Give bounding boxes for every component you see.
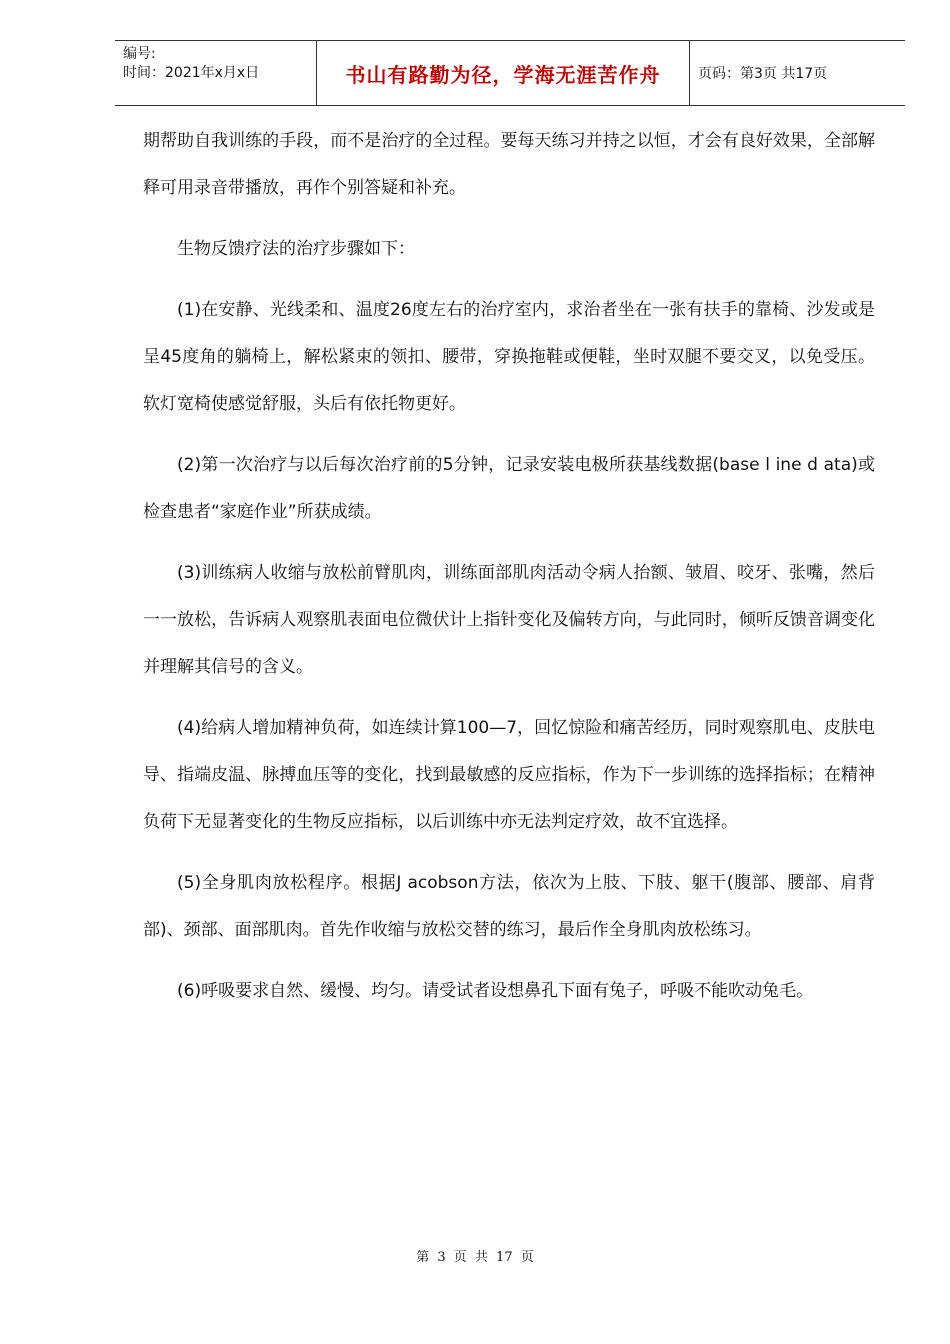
document-time-label: 时间：2021年x月x日	[123, 65, 260, 81]
paragraph-continuation: 期帮助自我训练的手段，而不是治疗的全过程。要每天练习并持之以恒，才会有良好效果，全部解释可用录音带播放，再作个别答疑和补充。	[143, 131, 875, 198]
page-footer: 第 3 页 共 17 页	[416, 1250, 534, 1265]
header-page-info: 页码：第3页 共17页	[698, 66, 828, 82]
header-meta	[115, 41, 316, 105]
paragraph-steps-intro: 生物反馈疗法的治疗步骤如下：	[177, 239, 415, 259]
paragraph-step-3: (3)训练病人收缩与放松前臂肌肉，训练面部肌肉活动令病人抬额、皱眉、咬牙、张嘴，然后一一放松，告诉病人观察肌表面电位微伏计上指针变化及偏转方向，与此同时，倾听反馈音调变化并理解其信号的含义。	[143, 563, 875, 677]
paragraph-step-2: (2)第一次治疗与以后每次治疗前的5分钟，记录安装电极所获基线数据(base l ine d ata)或检查患者“家庭作业”所获成绩。	[143, 455, 875, 522]
paragraph-step-5: (5)全身肌肉放松程序。根据J acobson方法，依次为上肢、下肢、躯干(腹部、腰部、肩背部)、颈部、面部肌肉。首先作收缩与放松交替的练习，最后作全身肌肉放松练习。	[143, 873, 875, 940]
document-code-label: 编号:	[123, 46, 156, 62]
document-body	[143, 118, 875, 1029]
paragraph-step-6: (6)呼吸要求自然、缓慢、均匀。请受试者设想鼻孔下面有兔子，呼吸不能吹动兔毛。	[177, 981, 814, 1001]
paragraph-step-4: (4)给病人增加精神负荷，如连续计算100—7，回忆惊险和痛苦经历，同时观察肌电、皮肤电导、指端皮温、脉搏血压等的变化，找到最敏感的反应指标，作为下一步训练的选择指标；在精神负荷下无显著变化的生物反应指标，以后训练中亦无法判定疗效，故不宜选择。	[143, 718, 875, 832]
paragraph-step-1: (1)在安静、光线柔和、温度26度左右的治疗室内，求治者坐在一张有扶手的靠椅、沙发或是呈45度角的躺椅上，解松紧束的领扣、腰带，穿换拖鞋或便鞋，坐时双腿不要交叉，以免受压。软灯宽椅使感觉舒服，头后有依托物更好。	[143, 300, 875, 414]
header-motto: 书山有路勤为径，学海无涯苦作舟	[316, 41, 690, 105]
page-header	[115, 40, 905, 106]
